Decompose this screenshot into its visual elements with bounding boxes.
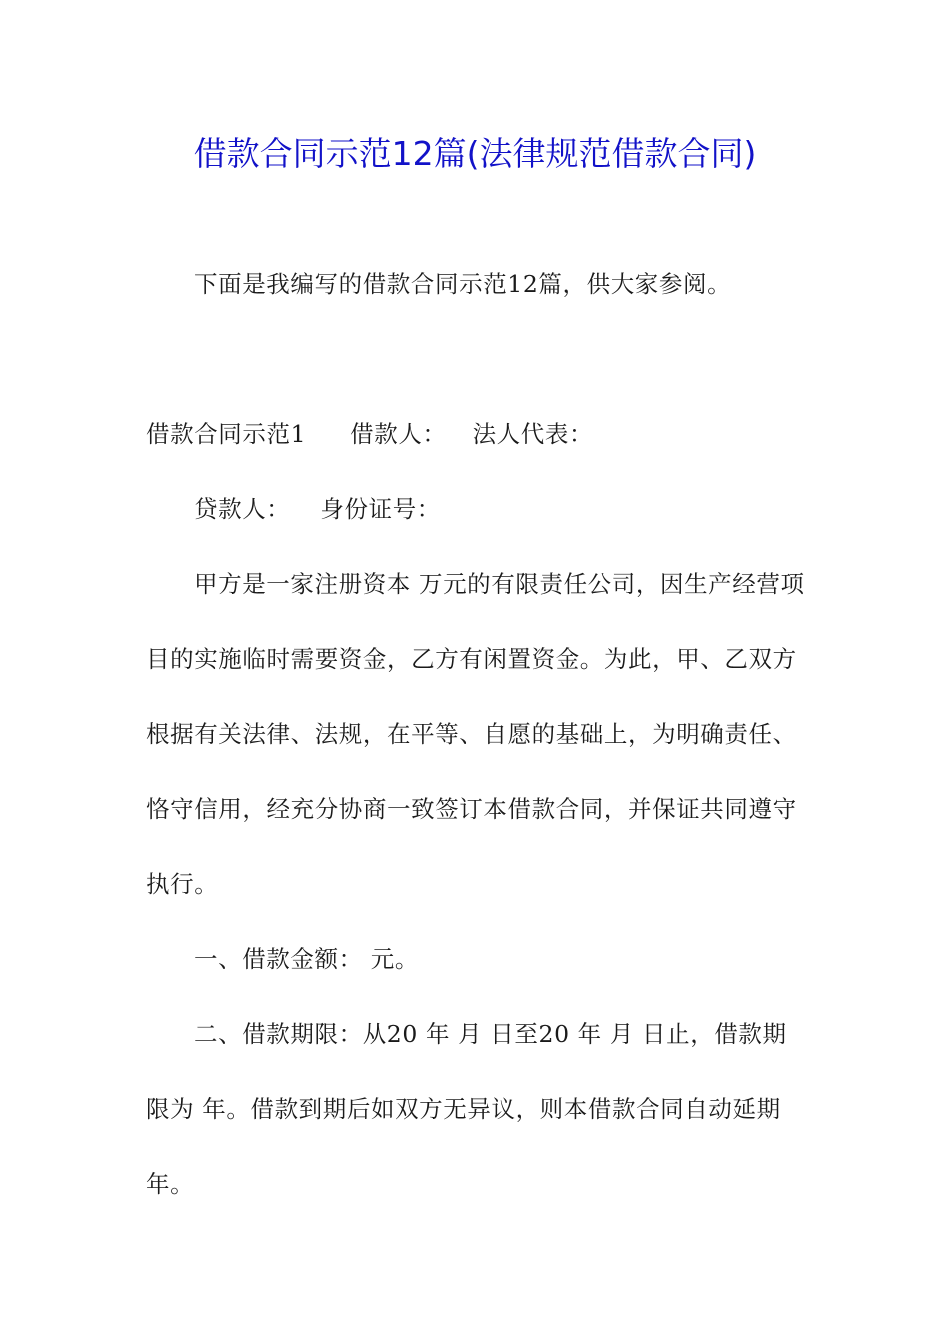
clause2-line3: 年。 [146, 1170, 195, 1198]
paragraph1-line3: 根据有关法律、法规，在平等、自愿的基础上，为明确责任、 [146, 720, 797, 748]
paragraph1-line1: 甲方是一家注册资本 万元的有限责任公司，因生产经营项 [194, 570, 805, 598]
paragraph1-line4: 恪守信用，经充分协商一致签订本借款合同，并保证共同遵守 [146, 795, 797, 823]
lender-label: 贷款人： [194, 495, 291, 523]
section-name: 借款合同示范1 [146, 420, 307, 448]
document-title: 借款合同示范12篇(法律规范借款合同) [193, 134, 757, 173]
paragraph1-line2: 目的实施临时需要资金，乙方有闲置资金。为此，甲、乙双方 [146, 645, 797, 673]
paragraph1-line5: 执行。 [146, 870, 219, 898]
intro-text: 下面是我编写的借款合同示范12篇，供大家参阅。 [194, 270, 732, 298]
borrower-label: 借款人： [350, 420, 447, 448]
lender-line [194, 489, 441, 529]
section-heading-line [146, 414, 593, 454]
clause2-line1: 二、借款期限：从20 年 月 日至20 年 月 日止，借款期 [194, 1020, 787, 1048]
legal-rep-label: 法人代表： [472, 420, 594, 448]
id-number-label: 身份证号： [320, 495, 441, 523]
clause2-line2: 限为 年。借款到期后如双方无异议，则本借款合同自动延期 [146, 1095, 781, 1123]
clause1-loan-amount: 一、借款金额： 元。 [194, 945, 419, 973]
